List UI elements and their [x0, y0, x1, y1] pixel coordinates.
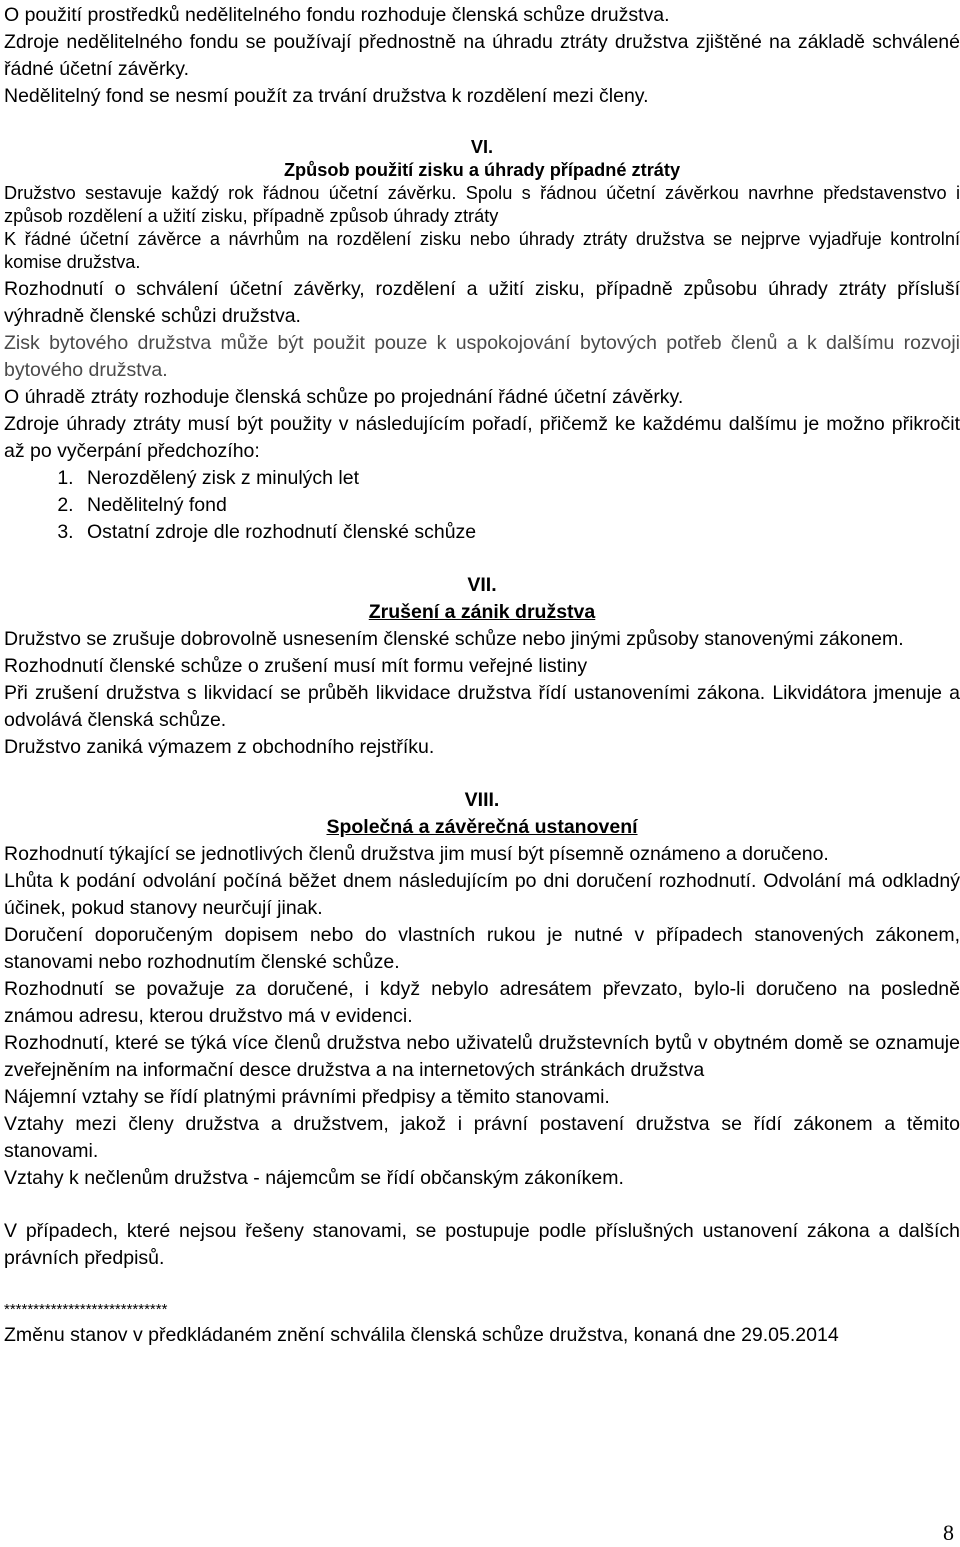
paragraph: Družstvo se zrušuje dobrovolně usnesením členské schůze nebo jinými způsoby stanovenými zákonem. [4, 628, 904, 650]
paragraph: Družstvo zaniká výmazem z obchodního rejstříku. [4, 736, 435, 758]
paragraph: Vztahy mezi členy družstva a družstvem, jakož i právní postavení družstva se řídí zákonem a těmito stanovami. [4, 1113, 960, 1162]
paragraph: Rozhodnutí, které se týká více členů družstva nebo uživatelů družstevních bytů v obytném domě se oznamuje zveřejněním na informační desce družstva a na internetových stránkách družstva [4, 1032, 960, 1081]
loss-coverage-list [4, 465, 960, 546]
paragraph: Zdroje úhrady ztráty musí být použity v následujícím pořadí, přičemž ke každému dalšímu je možno přikročit až po vyčerpání předchozího: [4, 413, 960, 462]
paragraph: Rozhodnutí týkající se jednotlivých členů družstva jim musí být písemně oznámeno a doručeno. [4, 843, 829, 865]
paragraph: Zisk bytového družstva může být použit pouze k uspokojování bytových potřeb členů a k dalšímu rozvoji bytového družstva. [4, 332, 960, 381]
paragraph: Doručení doporučeným dopisem nebo do vlastních rukou je nutné v případech stanovených zákonem, stanovami nebo rozhodnutím členské schůze. [4, 924, 960, 973]
page-number: 8 [943, 1520, 954, 1545]
paragraph: Družstvo sestavuje každý rok řádnou účetní závěrku. Spolu s řádnou účetní závěrkou navrhne představenstvo i způsob rozdělení a užití zisku, případně způsob úhrady ztráty [4, 183, 960, 226]
paragraph: K řádné účetní závěrce a návrhům na rozdělení zisku nebo úhrady ztráty družstva se nejprve vyjadřuje kontrolní komise družstva. [4, 229, 960, 272]
list-item: 3. Ostatní zdroje dle rozhodnutí členské schůze [79, 519, 960, 546]
section-number: VII. [467, 574, 497, 596]
section-number: VIII. [464, 789, 500, 811]
document-page [4, 0, 960, 1349]
list-item: 1. Nerozdělený zisk z minulých let [79, 465, 960, 492]
separator-stars: **************************** [4, 1301, 168, 1318]
paragraph: Rozhodnutí členské schůze o zrušení musí mít formu veřejné listiny [4, 655, 588, 677]
section-title: Zrušení a zánik družstva [368, 601, 596, 623]
paragraph: Při zrušení družstva s likvidací se průběh likvidace družstva řídí ustanoveními zákona. Likvidátora jmenuje a odvolává členská schůze. [4, 682, 960, 731]
section-number: VI. [470, 137, 494, 157]
paragraph: Vztahy k nečlenům družstva - nájemcům se řídí občanským zákoníkem. [4, 1167, 624, 1189]
paragraph: Nájemní vztahy se řídí platnými právními předpisy a těmito stanovami. [4, 1086, 610, 1108]
paragraph: O úhradě ztráty rozhoduje členská schůze po projednání řádné účetní závěrky. [4, 386, 684, 408]
paragraph: Rozhodnutí se považuje za doručené, i když nebylo adresátem převzato, bylo-li doručeno na posledně známou adresu, kterou družstvo má v evidenci. [4, 978, 960, 1027]
list-item: 2. Nedělitelný fond [79, 492, 960, 519]
paragraph: Zdroje nedělitelného fondu se používají přednostně na úhradu ztráty družstva zjištěné na základě schválené řádné účetní závěrky. [4, 31, 960, 80]
paragraph: Lhůta k podání odvolání počíná běžet dnem následujícím po dni doručení rozhodnutí. Odvolání má odkladný účinek, pokud stanovy neurčují jinak. [4, 870, 960, 919]
paragraph: V případech, které nejsou řešeny stanovami, se postupuje podle příslušných ustanovení zákona a dalších právních předpisů. [4, 1220, 960, 1269]
paragraph: O použití prostředků nedělitelného fondu rozhoduje členská schůze družstva. [4, 4, 670, 26]
paragraph: Nedělitelný fond se nesmí použít za trvání družstva k rozdělení mezi členy. [4, 85, 649, 107]
section-title: Způsob použití zisku a úhrady případné ztráty [283, 160, 681, 180]
section-title: Společná a závěrečná ustanovení [326, 816, 638, 838]
paragraph: Rozhodnutí o schválení účetní závěrky, rozdělení a užití zisku, případně způsobu úhrady ztráty přísluší výhradně členské schůzi družstva. [4, 278, 960, 327]
approval-statement: Změnu stanov v předkládaném znění schválila členská schůze družstva, konaná dne 29.05.2014 [4, 1324, 839, 1346]
